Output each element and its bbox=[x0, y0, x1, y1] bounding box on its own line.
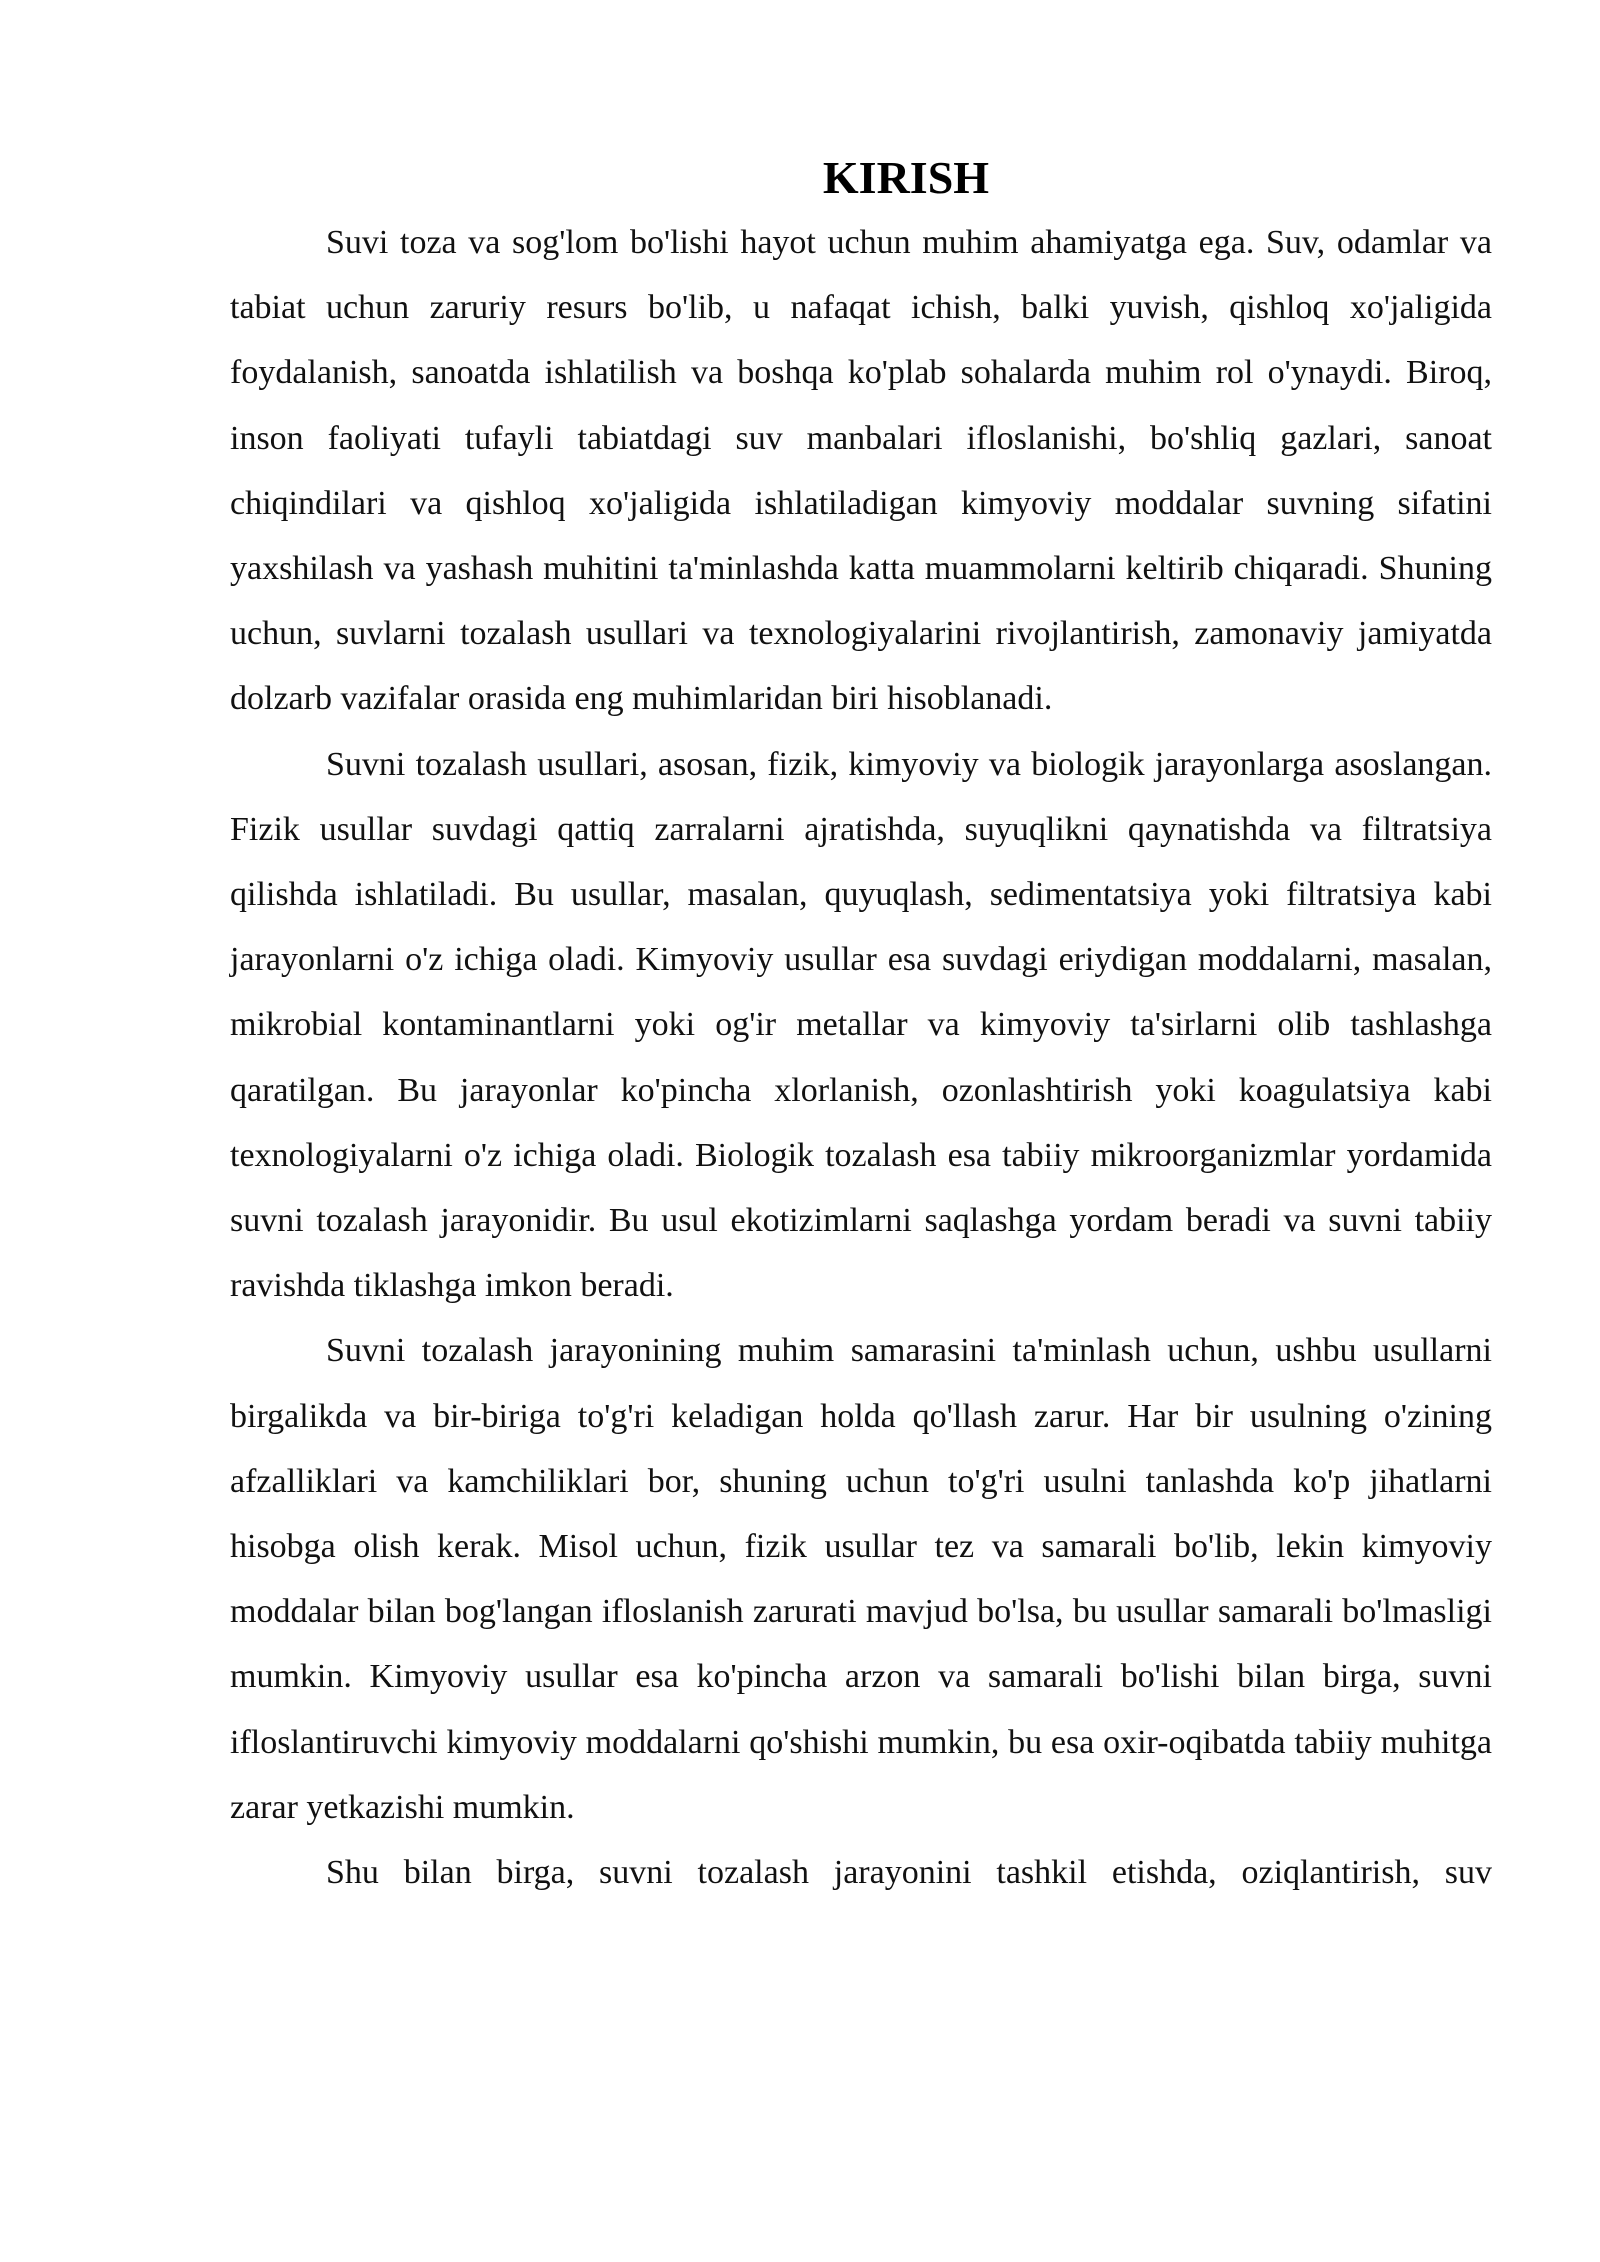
paragraph-1: Suvi toza va sog'lom bo'lishi hayot uchun muhim ahamiyatga ega. Suv, odamlar va tabiat uchun zaruriy resurs bo'lib, u nafaqat ichish, balki yuvish, qishloq xo'jaligida foydalanish, sanoatda ishlatilish va boshqa ko'plab sohalarda muhim rol o'ynaydi. Biroq, inson faoliyati tufayli tabiatdagi suv manbalari ifloslanishi, bo'shliq gazlari, sanoat chiqindilari va qishloq xo'jaligida ishlatiladigan kimyoviy moddalar suvning sifatini yaxshilash va yashash muhitini ta'minlashda katta muammolarni keltirib chiqaradi. Shuning uchun, suvlarni tozalash usullari va texnologiyalarini rivojlantirish, zamonaviy jamiyatda dolzarb vazifalar orasida eng muhimlaridan biri hisoblanadi. bbox=[230, 224, 1492, 718]
paragraph-4: Shu bilan birga, suvni tozalash jarayonini tashkil etishda, oziqlantirish, suv bbox=[326, 1854, 1492, 1892]
paragraph-2: Suvni tozalash usullari, asosan, fizik, kimyoviy va biologik jarayonlarga asoslangan. Fizik usullar suvdagi qattiq zarralarni ajratishda, suyuqlikni qaynatishda va filtratsiya qilishda ishlatiladi. Bu usullar, masalan, quyuqlash, sedimentatsiya yoki filtratsiya kabi jarayonlarni o'z ichiga oladi. Kimyoviy usullar esa suvdagi eriydigan moddalarni, masalan, mikrobial kontaminantlarni yoki og'ir metallar va kimyoviy ta'sirlarni olib tashlashga qaratilgan. Bu jarayonlar ko'pincha xlorlanish, ozonlashtirish yoki koagulatsiya kabi texnologiyalarni o'z ichiga oladi. Biologik tozalash esa tabiiy mikroorganizmlar yordamida suvni tozalash jarayonidir. Bu usul ekotizimlarni saqlashga yordam beradi va suvni tabiiy ravishda tiklashga imkon beradi. bbox=[230, 745, 1492, 1305]
page-title: KIRISH bbox=[822, 152, 990, 203]
document-body bbox=[230, 148, 1492, 1905]
paragraph-3: Suvni tozalash jarayonining muhim samarasini ta'minlash uchun, ushbu usullarni birgalikda va bir-biriga to'g'ri keladigan holda qo'llash zarur. Har bir usulning o'zining afzalliklari va kamchiliklari bor, shuning uchun to'g'ri usulni tanlashda ko'p jihatlarni hisobga olish kerak. Misol uchun, fizik usullar tez va samarali bo'lib, lekin kimyoviy moddalar bilan bog'langan ifloslanish zarurati mavjud bo'lsa, bu usullar samarali bo'lmasligi mumkin. Kimyoviy usullar esa ko'pincha arzon va samarali bo'lishi bilan birga, suvni ifloslantiruvchi kimyoviy moddalarni qo'shishi mumkin, bu esa oxir-oqibatda tabiiy muhitga zarar yetkazishi mumkin. bbox=[230, 1332, 1492, 1826]
